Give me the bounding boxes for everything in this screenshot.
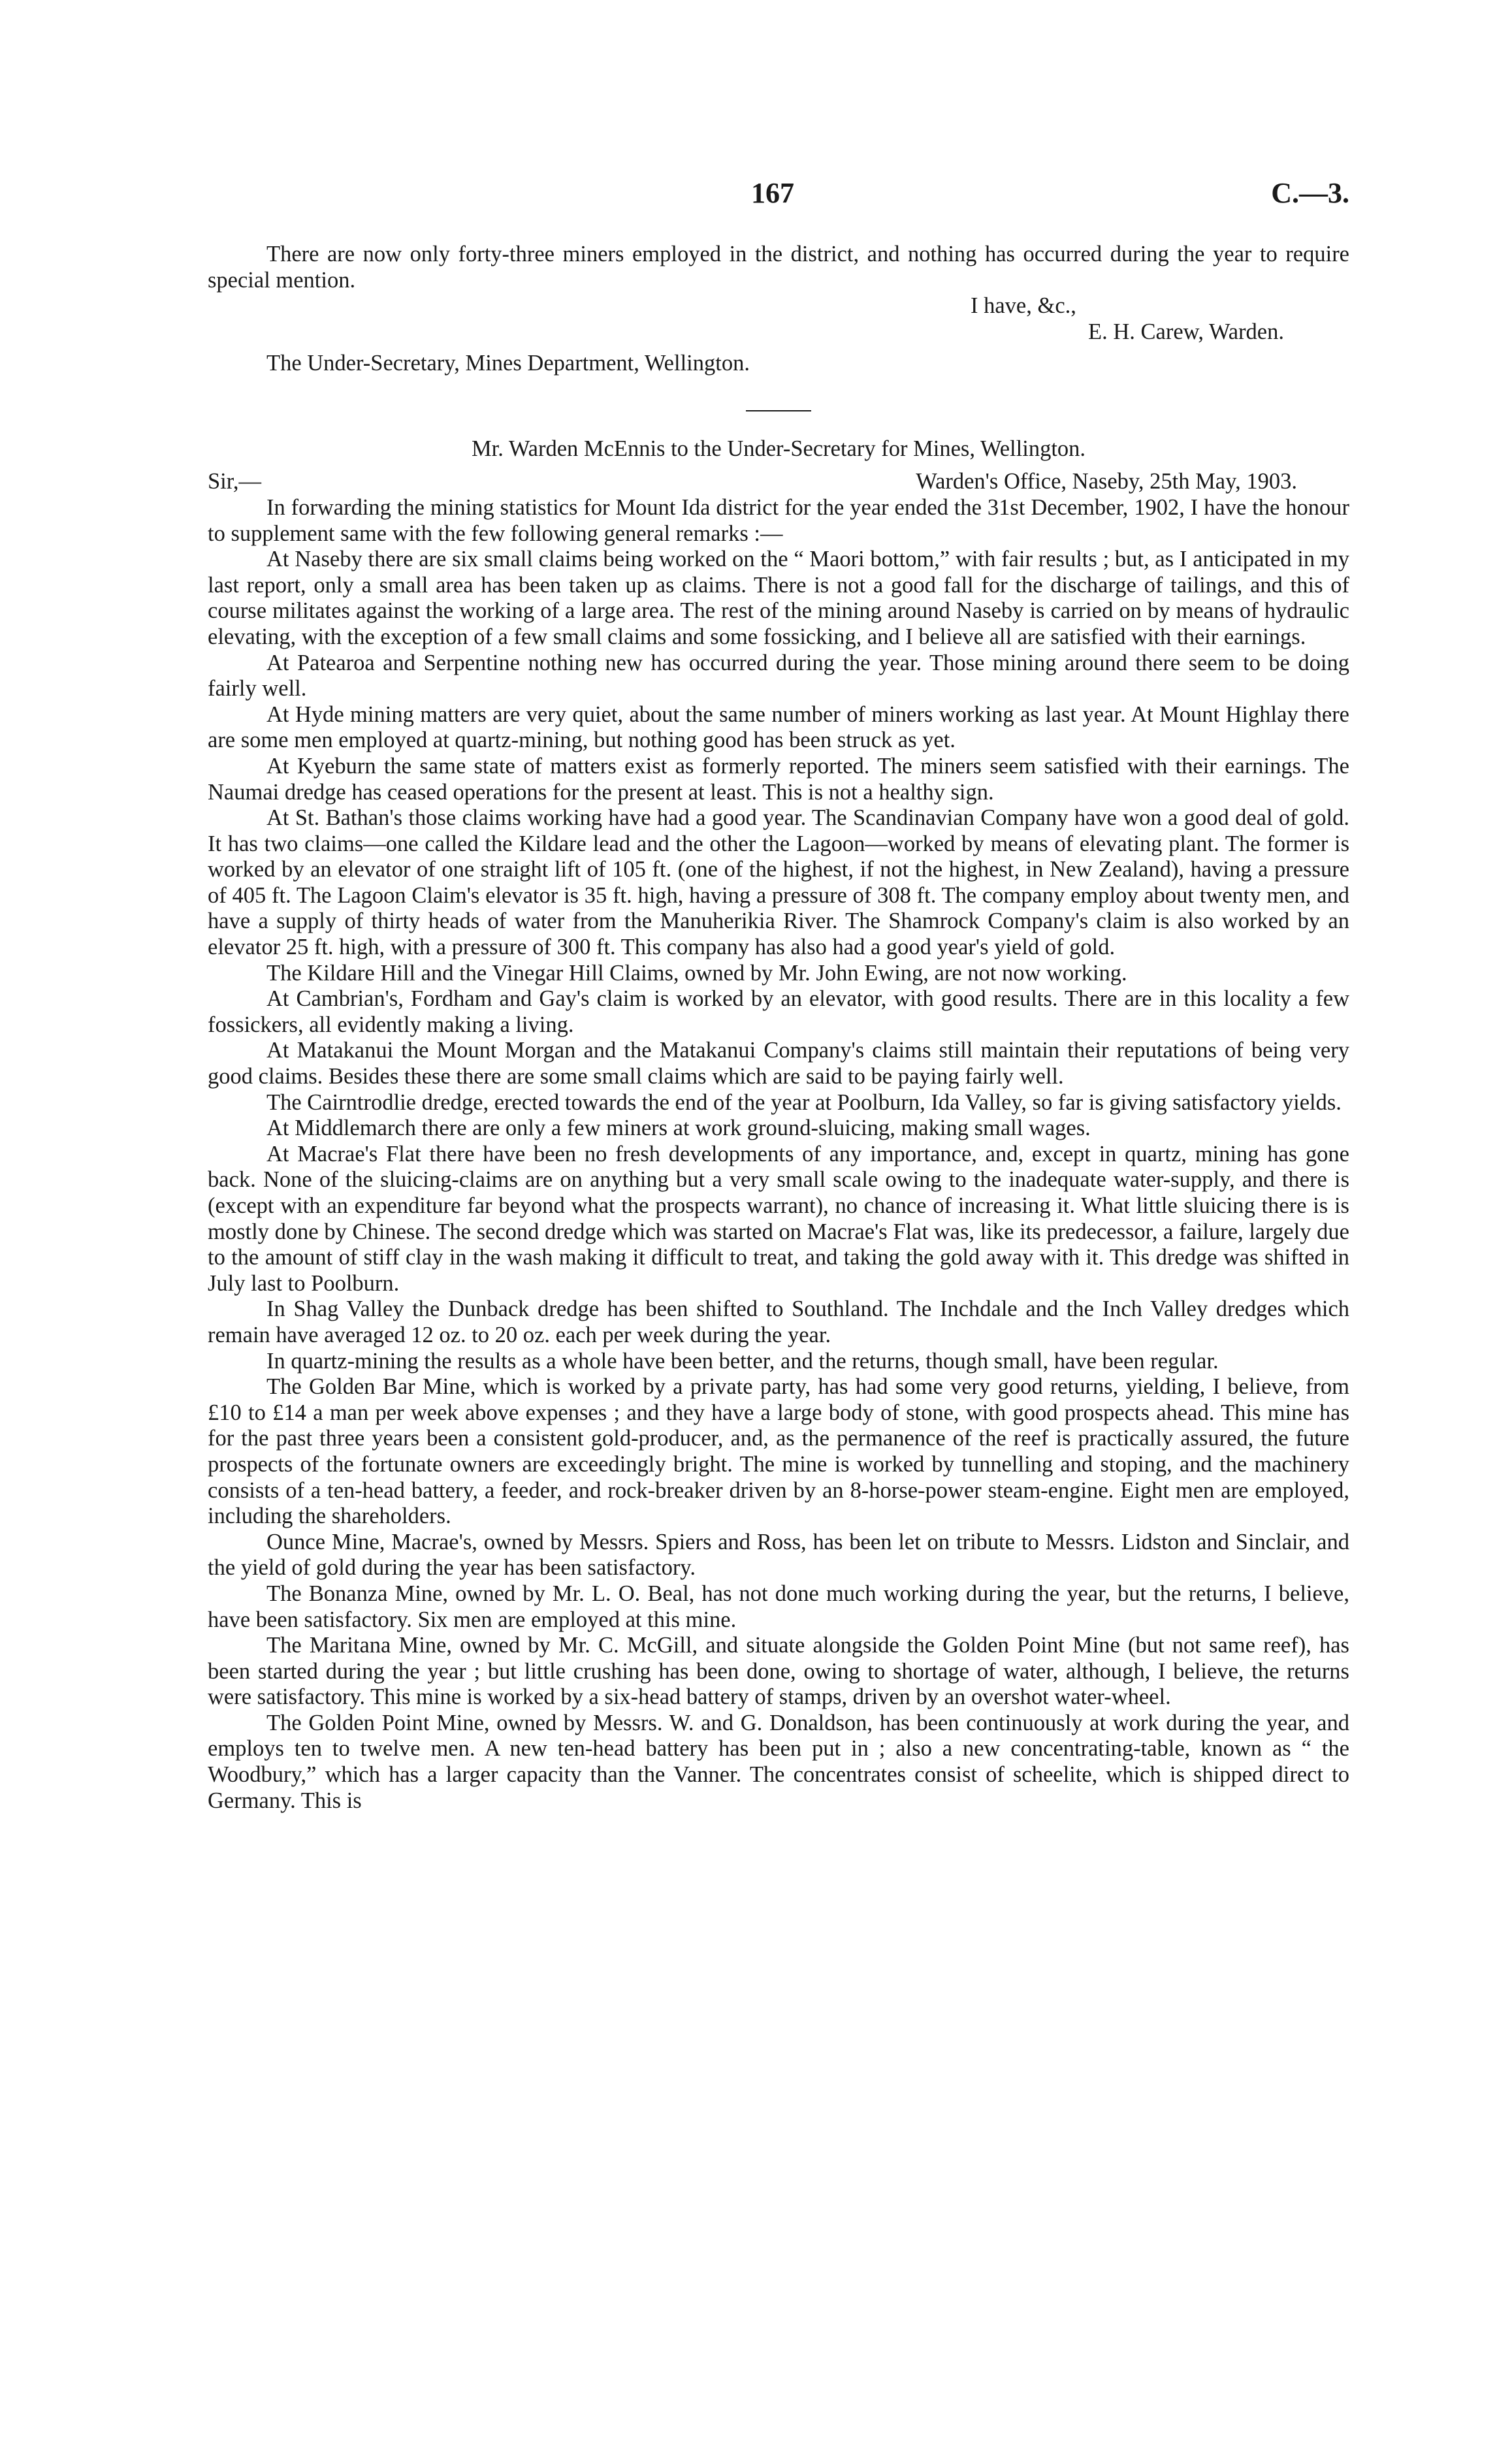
paragraph: The Kildare Hill and the Vinegar Hill Claims, owned by Mr. John Ewing, are not now working. (266, 960, 1127, 986)
closing-phrase: I have, &c., (971, 293, 1076, 319)
paragraph: At Macrae's Flat there have been no fresh developments of any importance, and, except in quartz, mining has gone back. None of the sluicing-claims are on anything but a very small scale owing to the inadequate water-supply, and there is (except with an expenditure far beyond what the prospects warrant), no chance of increasing it. What little sluicing there is is mostly done by Chinese. The second dredge which was started on Macrae's Flat was, like its predecessor, a failure, largely due to the amount of stiff clay in the wash making it difficult to treat, and taking the gold away with it. This dredge was shifted in July last to Poolburn. (208, 1141, 1349, 1296)
page-number: 167 (751, 177, 794, 209)
document-page (208, 176, 1349, 1814)
salutation: Sir,— (208, 468, 262, 494)
letter-body (208, 495, 1349, 1814)
paragraph: The Bonanza Mine, owned by Mr. L. O. Beal, has not done much working during the year, but the returns, I believe, have been satisfactory. Six men are employed at this mine. (208, 1581, 1349, 1632)
paragraph: The Maritana Mine, owned by Mr. C. McGill, and situate alongside the Golden Point Mine (but not same reef), has been started during the year ; but little crushing has been done, owing to shortage of water, although, I believe, the returns were satisfactory. This mine is worked by a six-head battery of stamps, driven by an overshot water-wheel. (208, 1633, 1349, 1710)
signature: E. H. Carew, Warden. (1088, 319, 1284, 345)
paragraph: The Golden Point Mine, owned by Messrs. W. and G. Donaldson, has been continuously at work during the year, and employs ten to twelve men. A new ten-head battery has been put in ; also a new concentrating-table, known as “ the Woodbury,” which has a larger capacity than the Vanner. The concentrates consist of scheelite, which is shipped direct to Germany. This is (208, 1710, 1349, 1813)
salutation-row (208, 469, 1349, 495)
paragraph: At Matakanui the Mount Morgan and the Matakanui Company's claims still maintain their reputations of being very good claims. Besides these there are some small claims which are said to be paying fairly well. (208, 1038, 1349, 1089)
section-divider (746, 410, 811, 411)
letter-heading: Mr. Warden McEnnis to the Under-Secretary for Mines, Wellington. (471, 436, 1086, 462)
paragraph: At Cambrian's, Fordham and Gay's claim is worked by an elevator, with good results. There are in this locality a few fossickers, all evidently making a living. (208, 986, 1349, 1037)
paragraph: At Hyde mining matters are very quiet, about the same number of miners working as last year. At Mount Highlay there are some men employed at quartz-mining, but nothing good has been struck as yet. (208, 701, 1349, 753)
paragraph: In forwarding the mining statistics for Mount Ida district for the year ended the 31st December, 1902, I have the honour to supplement same with the few following general remarks :— (208, 494, 1349, 546)
page-header (208, 176, 1349, 216)
paragraph: Ounce Mine, Macrae's, owned by Messrs. Spiers and Ross, has been let on tribute to Messrs. Lidston and Sinclair, and the yield of gold during the year has been satisfactory. (208, 1529, 1349, 1581)
paragraph: In Shag Valley the Dunback dredge has been shifted to Southland. The Inchdale and the Inch Valley dredges which remain have averaged 12 oz. to 20 oz. each per week during the year. (208, 1296, 1349, 1347)
paragraph: The Golden Bar Mine, which is worked by a private party, has had some very good returns, yielding, I believe, from £10 to £14 a man per week above expenses ; and they have a large body of stone, with good prospects ahead. This mine has for the past three years been a consistent gold-producer, and, as the permanence of the reef is practically assured, the future prospects of the fortunate owners are exceedingly bright. The mine is worked by tunnelling and stoping, and the machinery consists of a ten-head battery, a feeder, and rock-breaker driven by an 8-horse-power steam-engine. Eight men are employed, including the shareholders. (208, 1374, 1349, 1529)
addressee: The Under-Secretary, Mines Department, Wellington. (266, 350, 750, 376)
first-letter-body: There are now only forty-three miners employed in the district, and nothing has occurred during the year to require special mention. (208, 242, 1349, 293)
document-reference: C.—3. (1271, 177, 1349, 209)
paragraph: The Cairntrodlie dredge, erected towards the end of the year at Poolburn, Ida Valley, so far is giving satisfactory yields. (266, 1089, 1342, 1115)
paragraph: At Middlemarch there are only a few miners at work ground-sluicing, making small wages. (266, 1116, 1091, 1141)
paragraph: In quartz-mining the results as a whole have been better, and the returns, though small, have been regular. (266, 1348, 1219, 1374)
paragraph: At Kyeburn the same state of matters exist as formerly reported. The miners seem satisfied with their earnings. The Naumai dredge has ceased operations for the present at least. This is not a healthy sign. (208, 753, 1349, 805)
paragraph: At Naseby there are six small claims being worked on the “ Maori bottom,” with fair results ; but, as I anticipated in my last report, only a small area has been taken up as claims. There is not a good fall for the discharge of tailings, and this of course militates against the working of a large area. The rest of the mining around Naseby is carried on by means of hydraulic elevating, with the exception of a few small claims and some fossicking, and I believe all are satisfied with their earnings. (208, 547, 1349, 649)
dateline: Warden's Office, Naseby, 25th May, 1903. (916, 468, 1297, 494)
paragraph: At Patearoa and Serpentine nothing new has occurred during the year. Those mining around there seem to be doing fairly well. (208, 650, 1349, 701)
paragraph: At St. Bathan's those claims working have had a good year. The Scandinavian Company have won a good deal of gold. It has two claims—one called the Kildare lead and the other the Lagoon—worked by means of elevating plant. The former is worked by an elevator of one straight lift of 105 ft. (one of the highest, if not the highest, in New Zealand), having a pressure of 405 ft. The Lagoon Claim's elevator is 35 ft. high, having a pressure of 308 ft. The company employ about twenty men, and have a supply of thirty heads of water from the Manuherikia River. The Shamrock Company's claim is also worked by an elevator 25 ft. high, with a pressure of 300 ft. This company has also had a good year's yield of gold. (208, 805, 1349, 960)
first-letter-closing (208, 293, 1349, 319)
